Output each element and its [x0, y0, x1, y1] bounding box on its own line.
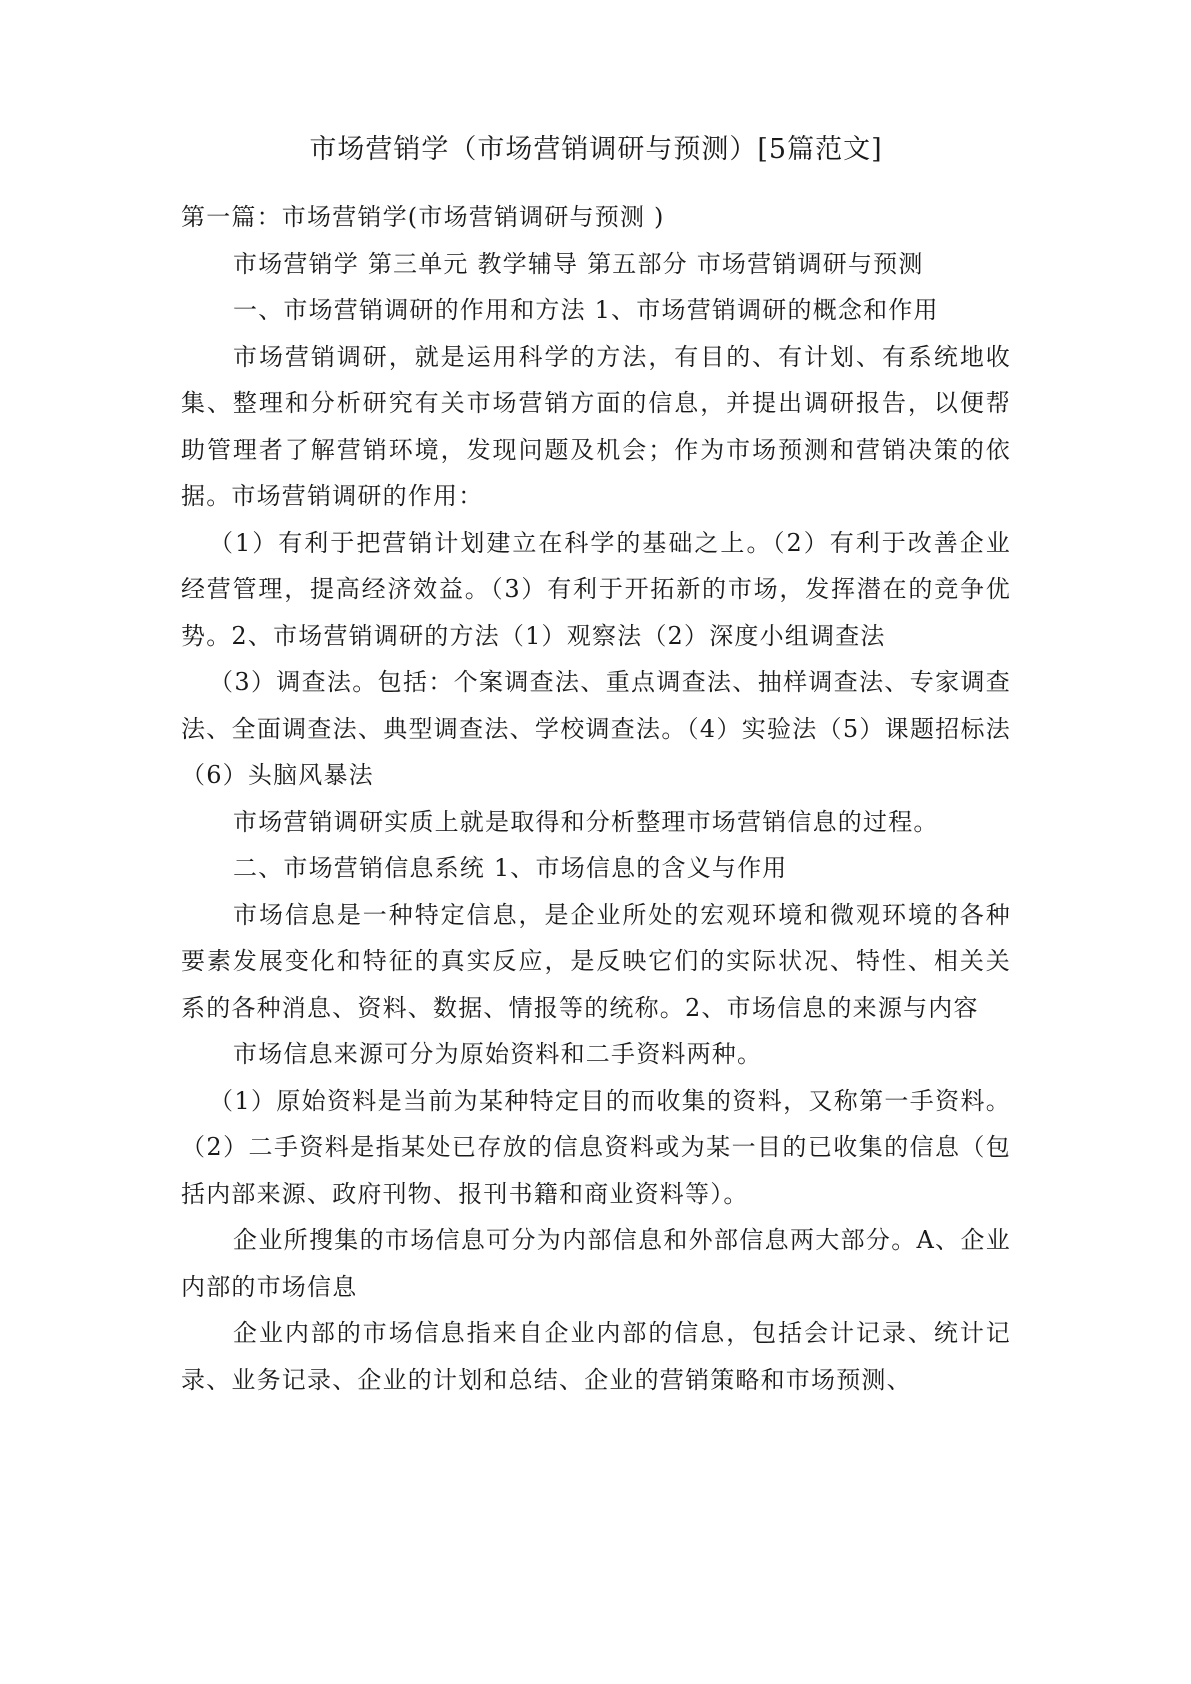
- paragraph-12: 企业所搜集的市场信息可分为内部信息和外部信息两大部分。A、企业内部的市场信息: [181, 1226, 1011, 1301]
- paragraph-10: 市场信息来源可分为原始资料和二手资料两种。: [233, 1040, 763, 1068]
- paragraph-2: 市场营销学 第三单元 教学辅导 第五部分 市场营销调研与预测: [233, 249, 924, 278]
- document-title: 市场营销学（市场营销调研与预测）[5篇范文]: [309, 134, 883, 165]
- paragraph-5: （1）有利于把营销计划建立在科学的基础之上。（2）有利于改善企业经营管理，提高经济效益。（3）有利于开拓新的市场，发挥潜在的竞争优势。2、市场营销调研的方法（1）观察法（2）深度小组调查法: [181, 528, 1011, 650]
- document-page: [181, 128, 1011, 1403]
- paragraph-8: 二、市场营销信息系统 1、市场信息的含义与作用: [233, 854, 788, 882]
- paragraph-4: 市场营销调研，就是运用科学的方法，有目的、有计划、有系统地收集、整理和分析研究有关市场营销方面的信息，并提出调研报告，以便帮助管理者了解营销环境，发现问题及机会；作为市场预测和营销决策的依据。市场营销调研的作用：: [181, 342, 1011, 510]
- paragraph-11: （1）原始资料是当前为某种特定目的而收集的资料，又称第一手资料。（2）二手资料是指某处已存放的信息资料或为某一目的已收集的信息（包括内部来源、政府刊物、报刊书籍和商业资料等）。: [181, 1086, 1011, 1208]
- paragraph-7: 市场营销调研实质上就是取得和分析整理市场营销信息的过程。: [233, 807, 939, 836]
- paragraph-3: 一、市场营销调研的作用和方法 1、市场营销调研的概念和作用: [233, 296, 939, 324]
- paragraph-13: 企业内部的市场信息指来自企业内部的信息，包括会计记录、统计记录、业务记录、企业的计划和总结、企业的营销策略和市场预测、: [181, 1319, 1011, 1394]
- paragraph-9: 市场信息是一种特定信息，是企业所处的宏观环境和微观环境的各种要素发展变化和特征的真实反应，是反映它们的实际状况、特性、相关关系的各种消息、资料、数据、情报等的统称。2、市场信息的来源与内容: [181, 900, 1011, 1022]
- paragraph-1: 第一篇：市场营销学(市场营销调研与预测 ): [181, 203, 665, 231]
- paragraph-6: （3）调查法。包括：个案调查法、重点调查法、抽样调查法、专家调查法、全面调查法、典型调查法、学校调查法。（4）实验法（5）课题招标法（6）头脑风暴法: [181, 668, 1011, 789]
